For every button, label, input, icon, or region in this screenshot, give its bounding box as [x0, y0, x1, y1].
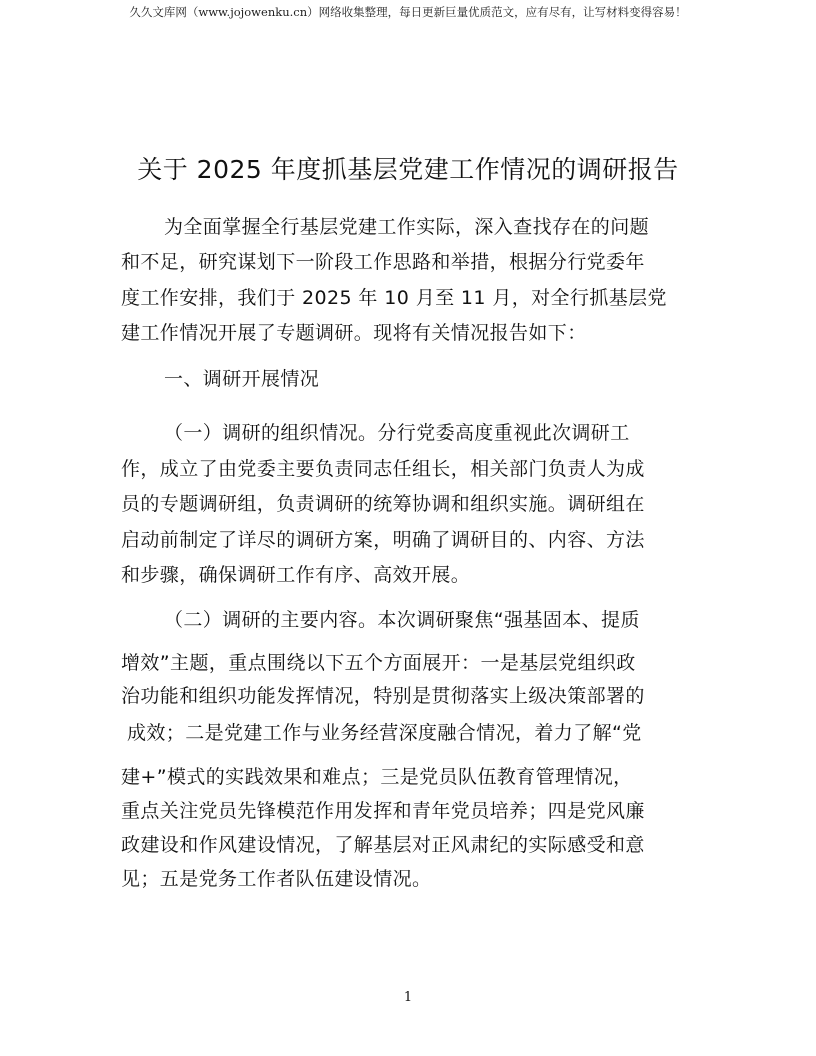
- body-line: 政建设和作风建设情况，了解基层对正风肃纪的实际感受和意: [121, 834, 645, 856]
- page-header-banner: 久久文库网（www.jojowenku.cn）网络收集整理，每日更新巨量优质范文，应有尽有，让写材料变得容易！: [129, 5, 687, 19]
- body-line: 和不足，研究谋划下一阶段工作思路和举措，根据分行党委年: [121, 251, 645, 273]
- body-line: 增效”主题，重点围绕以下五个方面展开：一是基层党组织政: [121, 652, 636, 674]
- body-line: 建+”模式的实践效果和难点；三是党员队伍教育管理情况，: [121, 766, 633, 788]
- body-line: 重点关注党员先锋模范作用发挥和青年党员培养；四是党风廉: [121, 800, 645, 822]
- body-line: 见；五是党务工作者队伍建设情况。: [121, 868, 432, 890]
- body-line: 作，成立了由党委主要负责同志任组长，相关部门负责人为成: [121, 458, 645, 480]
- body-line: 和步骤，确保调研工作有序、高效开展。: [121, 564, 471, 586]
- section-heading: 一、调研开展情况: [164, 368, 320, 390]
- body-line: 为全面掌握全行基层党建工作实际，深入查找存在的问题: [164, 216, 650, 238]
- body-line: 成效；二是党建工作与业务经营深度融合情况，着力了解“党: [127, 722, 642, 744]
- body-line: 度工作安排，我们于 2025 年 10 月至 11 月，对全行抓基层党: [121, 287, 667, 309]
- document-title: 关于 2025 年度抓基层党建工作情况的调研报告: [137, 155, 679, 184]
- body-line: 治功能和组织功能发挥情况，特别是贯彻落实上级决策部署的: [121, 685, 645, 707]
- body-line: 建工作情况开展了专题调研。现将有关情况报告如下：: [121, 322, 587, 344]
- page-number: 1: [403, 990, 413, 1005]
- body-line: （二）调研的主要内容。本次调研聚焦“强基固本、提质: [164, 609, 640, 631]
- body-line: 员的专题调研组，负责调研的统筹协调和组织实施。调研组在: [121, 493, 645, 515]
- body-line: 启动前制定了详尽的调研方案，明确了调研目的、内容、方法: [121, 529, 645, 551]
- body-line: （一）调研的组织情况。分行党委高度重视此次调研工: [164, 422, 630, 444]
